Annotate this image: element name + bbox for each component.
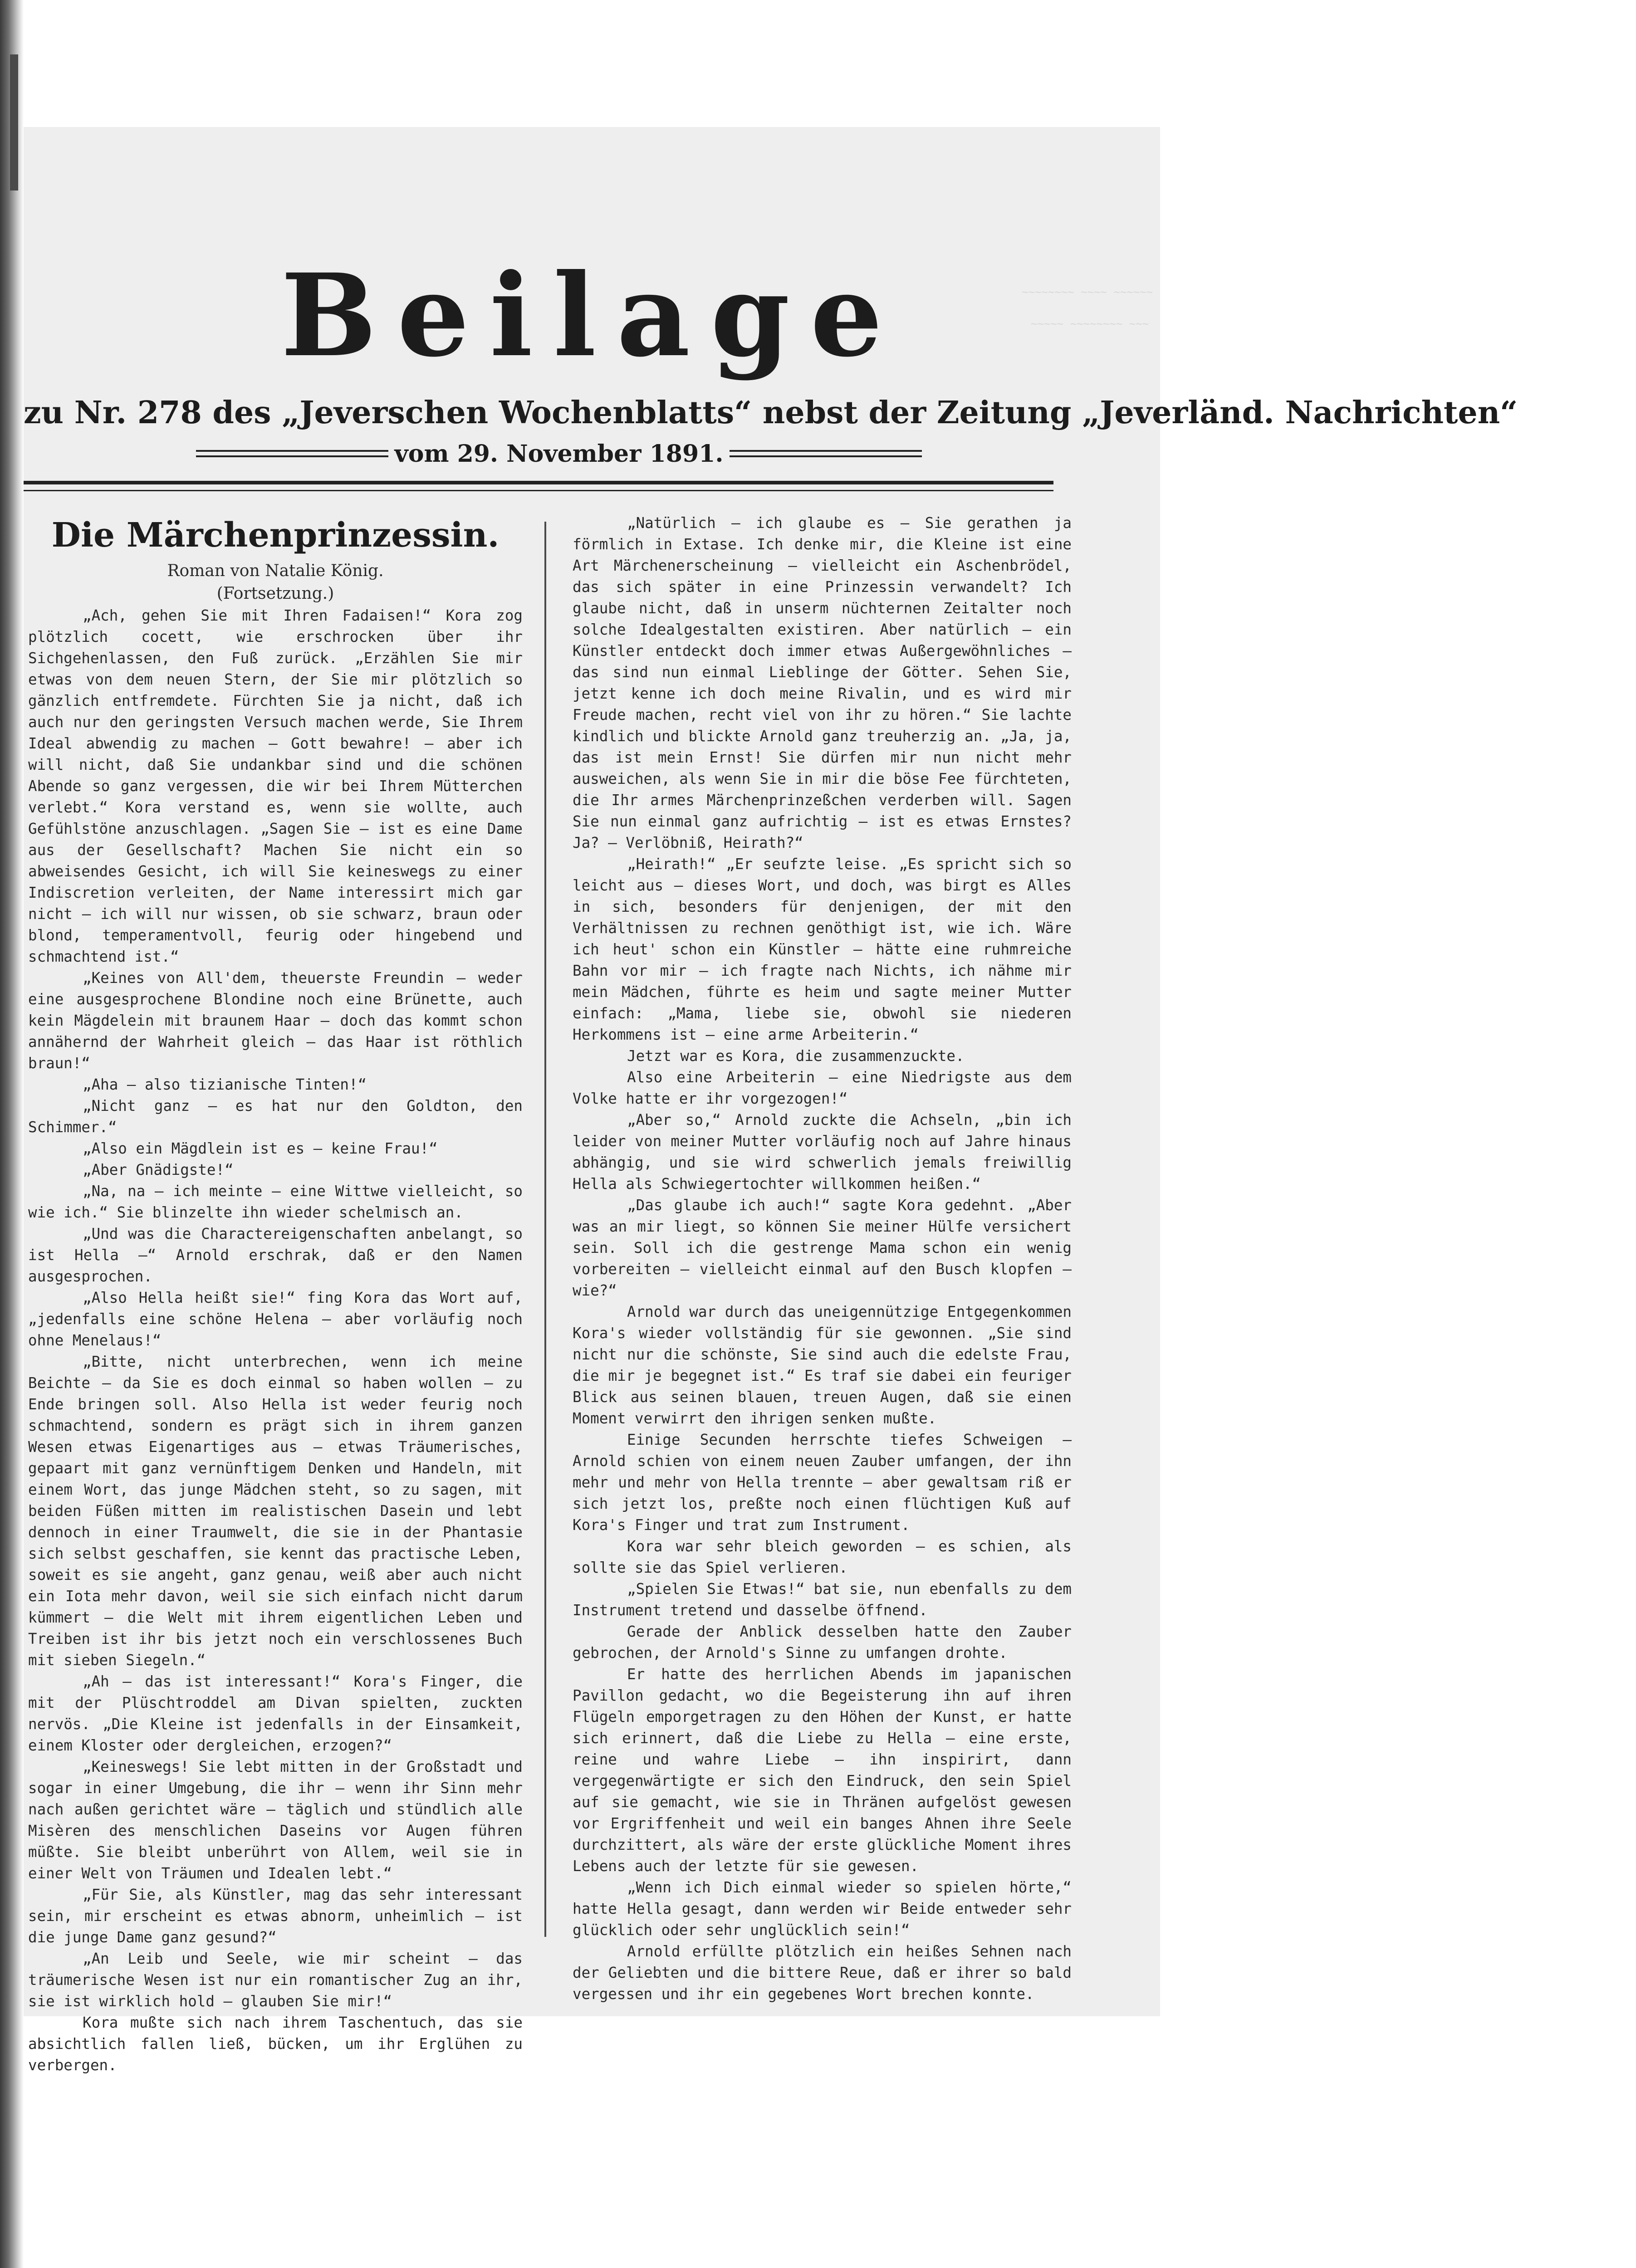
paragraph: Arnold erfüllte plötzlich ein heißes Sehnen nach der Geliebten und die bittere Reue, daß er ihrer so bald vergessen und ihr ein gegebenes Wort brechen konnte. <box>573 1943 1072 2003</box>
paragraph: „Ach, gehen Sie mit Ihren Fadaisen!“ Kora zog plötzlich cocett, wie erschrocken über ihr Sichgehenlassen, den Fuß zurück. „Erzählen Sie mir etwas von dem neuen Stern, der Sie mir plötzlich so gänzlich entfremdete. Fürchten Sie ja nicht, daß ich auch nur den geringsten Versuch machen werde, Sie Ihrem Ideal abwendig zu machen — Gott bewahre! — aber ich will nicht, daß Sie undankbar sind und die schönen Abende so ganz vergessen, die wir bei Ihrem Mütterchen verlebt.“ Kora verstand es, wenn sie wollte, auch Gefühlstöne anzuschlagen. „Sagen Sie — ist es eine Dame aus der Gesellschaft? Machen Sie nicht ein so abweisendes Gesicht, ich will Sie keineswegs zu einer Indiscretion verleiten, der Name interessirt mich gar nicht — ich will nur wissen, ob sie schwarz, braun oder blond, temperamentvoll, feurig oder hingebend und schmachtend ist.“ <box>28 607 523 965</box>
masthead-dateline <box>196 438 922 469</box>
paragraph: „Heirath!“ „Er seufzte leise. „Es spricht sich so leicht aus — dieses Wort, und doch, was birgt es Alles in sich, besonders für denjenigen, der mit den Verhältnissen zu rechnen genöthigt ist, wie ich. Wäre ich heut' schon ein Künstler — hätte eine ruhmreiche Bahn vor mir — ich fragte nach Nichts, ich nähme mir mein Mädchen, führte es heim und sagte meiner Mutter einfach: „Mama, liebe sie, obwohl sie niederen Herkommens ist — eine arme Arbeiterin.“ <box>573 855 1072 1043</box>
binding-strip <box>10 54 18 191</box>
paragraph: Arnold war durch das uneigennützige Entgegenkommen Kora's wieder vollständig für sie gewonnen. „Sie sind nicht nur die schönste, Sie sind auch die edelste Frau, die mir je begegnet ist.“ Es traf sie dabei ein feuriger Blick aus seinen blauen, treuen Augen, daß sie einen Moment verwirrt den ihrigen senken mußte. <box>573 1303 1072 1427</box>
story-byline: Roman von Natalie König. <box>167 562 384 580</box>
scan-binding-edge <box>0 0 24 2268</box>
bleed-through-text: ~~~~~~~~ ~~~~ ~~~~~~ <box>1022 286 1153 298</box>
masthead-subtitle: zu Nr. 278 des „Jeverschen Wochenblatts“ nebst der Zeitung „Jeverländ. Nachrichten“ <box>24 395 1518 431</box>
masthead-rule <box>24 481 1053 491</box>
story-continuation: (Fortsetzung.) <box>216 584 334 603</box>
paragraph: Also eine Arbeiterin — eine Niedrigste aus dem Volke hatte er ihr vorgezogen!“ <box>573 1069 1072 1107</box>
paragraph: „Keines von All'dem, theuerste Freundin — weder eine ausgesprochene Blondine noch eine Brünette, auch kein Mägdelein mit braunem Haar — doch das kommt schon annähernd der Wahrheit gleich — das Haar ist röthlich braun!“ <box>28 969 523 1072</box>
paragraph: Kora mußte sich nach ihrem Taschentuch, das sie absichtlich fallen ließ, bücken, um ihr Erglühen zu verbergen. <box>28 2014 523 2074</box>
paragraph: „Das glaube ich auch!“ sagte Kora gedehnt. „Aber was an mir liegt, so können Sie meiner Hülfe versichert sein. Soll ich die gestrenge Mama schon ein wenig vorbereiten — vielleicht einmal auf den Busch klopfen — wie?“ <box>573 1197 1072 1299</box>
paragraph: „Ah — das ist interessant!“ Kora's Finger, die mit der Plüschtroddel am Divan spielten, zuckten nervös. „Die Kleine ist jedenfalls in der Einsamkeit, einem Kloster oder dergleichen, erzogen?“ <box>28 1673 523 1754</box>
paragraph: „Also Hella heißt sie!“ fing Kora das Wort auf, „jedenfalls eine schöne Helena — aber vorläufig noch ohne Menelaus!“ <box>28 1289 523 1349</box>
masthead <box>24 127 1518 503</box>
paragraph: „Bitte, nicht unterbrechen, wenn ich meine Beichte — da Sie es doch einmal so haben wollen — zu Ende bringen soll. Also Hella ist weder feurig noch schmachtend, sondern es prägt sich in ihrem ganzen Wesen etwas Eigenartiges aus — etwas Träumerisches, gepaart mit ganz vernünftigem Denken und Handeln, mit einem Wort, das junge Mädchen steht, so zu sagen, mit beiden Füßen mitten im realistischen Dasein und lebt dennoch in einer Traumwelt, die sie in der Phantasie sich selbst geschaffen, sie kennt das practische Leben, soweit es sie angeht, ganz genau, weiß aber auch nicht ein Iota mehr davon, weil sie sich einfach nicht darum kümmert — die Welt mit ihrem eigentlichen Leben und Treiben ist ihr bis jetzt noch ein verschlossenes Buch mit sieben Siegeln.“ <box>28 1353 523 1669</box>
paragraph: Gerade der Anblick desselben hatte den Zauber gebrochen, der Arnold's Sinne zu umfangen drohte. <box>573 1623 1072 1662</box>
paragraph: „Nicht ganz — es hat nur den Goldton, den Schimmer.“ <box>28 1097 523 1136</box>
paragraph: Jetzt war es Kora, die zusammenzuckte. <box>627 1047 965 1065</box>
paragraph: „Also ein Mägdlein ist es — keine Frau!“ <box>83 1140 438 1157</box>
article-column-right <box>573 513 1072 2005</box>
column-divider <box>544 522 546 1937</box>
paragraph: „Wenn ich Dich einmal wieder so spielen hörte,“ hatte Hella gesagt, dann werden wir Beide entweder sehr glücklich oder sehr unglücklich sein!“ <box>573 1879 1072 1939</box>
paragraph: „Für Sie, als Künstler, mag das sehr interessant sein, mir erscheint es etwas abnorm, unheimlich — ist die junge Dame ganz gesund?“ <box>28 1886 523 1946</box>
paragraph: „Natürlich — ich glaube es — Sie gerathen ja förmlich in Extase. Ich denke mir, die Kleine ist eine Art Märchenerscheinung — vielleicht ein Aschenbrödel, das sich später in eine Prinzessin verwandelt? Ich glaube nicht, daß in unserm nüchternen Zeitalter noch solche Idealgestalten existiren. Aber natürlich — ein Künstler entdeckt doch immer etwas Außergewöhnliches — das sind nun einmal Lieblinge der Götter. Sehen Sie, jetzt kenne ich doch meine Rivalin, und es wird mir Freude machen, recht viel von ihr zu hören.“ Sie lachte kindlich und blickte Arnold ganz treuherzig an. „Ja, ja, das ist mein Ernst! Sie dürfen mir nun nicht mehr ausweichen, als wenn Sie in mir die böse Fee fürchteten, die Ihr armes Märchenprinzeßchen verderben will. Sagen Sie nun einmal ganz aufrichtig — ist es etwas Ernstes? Ja? — Verlöbniß, Heirath?“ <box>573 514 1072 851</box>
paragraph: „Aber so,“ Arnold zuckte die Achseln, „bin ich leider von meiner Mutter vorläufig noch auf Jahre hinaus abhängig, und sie wird schwerlich jemals freiwillig Hella als Schwiegertochter willkommen heißen.“ <box>573 1111 1072 1193</box>
paragraph: „Keineswegs! Sie lebt mitten in der Großstadt und sogar in einer Umgebung, die ihr — wenn ihr Sinn mehr nach außen gerichtet wäre — täglich und stündlich alle Misèren des menschlichen Daseins vor Augen führen müßte. Sie bleibt unberührt von Allem, weil sie in einer Welt von Träumen und Idealen lebt.“ <box>28 1758 523 1882</box>
article-column-left <box>28 513 523 2076</box>
paragraph: „Aha — also tizianische Tinten!“ <box>83 1076 367 1093</box>
story-title: Die Märchenprinzessin. <box>51 516 500 555</box>
paragraph: Kora war sehr bleich geworden — es schien, als sollte sie das Spiel verlieren. <box>573 1538 1072 1576</box>
paragraph: Er hatte des herrlichen Abends im japanischen Pavillon gedacht, wo die Begeisterung ihn auf ihren Flügeln emporgetragen zu den Höhen der Kunst, er hatte sich erinnert, daß die Liebe zu Hella — eine erste, reine und wahre Liebe — ihn inspirirt, dann vergegenwärtigte er sich den Eindruck, den sein Spiel auf sie gemacht, wie sie in Thränen aufgelöst gewesen vor Ergriffenheit und weil ein banges Ahnen ihre Seele durchzittert, als wäre der erste glückliche Moment ihres Lebens auch der letzte für sie gewesen. <box>573 1666 1072 1875</box>
paragraph: Einige Secunden herrschte tiefes Schweigen — Arnold schien von einem neuen Zauber umfangen, der ihn mehr und mehr von Hella trennte — aber gewaltsam riß er sich jetzt los, preßte noch einen flüchtigen Kuß auf Kora's Finger und trat zum Instrument. <box>573 1431 1072 1534</box>
paragraph: „Na, na — ich meinte — eine Wittwe vielleicht, so wie ich.“ Sie blinzelte ihn wieder schelmisch an. <box>28 1183 523 1221</box>
dateline-rule-left <box>196 450 388 457</box>
dateline-rule-right <box>730 450 922 457</box>
newspaper-page <box>24 127 1518 2074</box>
paragraph: „Aber Gnädigste!“ <box>83 1161 234 1178</box>
masthead-date: vom 29. November 1891. <box>394 440 724 468</box>
masthead-title: Beilage <box>280 249 903 382</box>
bleed-through-text: ~~~~~ ~~~~~~~~ ~~~ <box>1031 318 1149 330</box>
paragraph: „Und was die Charactereigenschaften anbelangt, so ist Hella —“ Arnold erschrak, daß er den Namen ausgesprochen. <box>28 1225 523 1285</box>
paragraph: „Spielen Sie Etwas!“ bat sie, nun ebenfalls zu dem Instrument tretend und dasselbe öffnend. <box>573 1580 1072 1619</box>
paragraph: „An Leib und Seele, wie mir scheint — das träumerische Wesen ist nur ein romantischer Zug an ihr, sie ist wirklich hold — glauben Sie mir!“ <box>28 1950 523 2010</box>
